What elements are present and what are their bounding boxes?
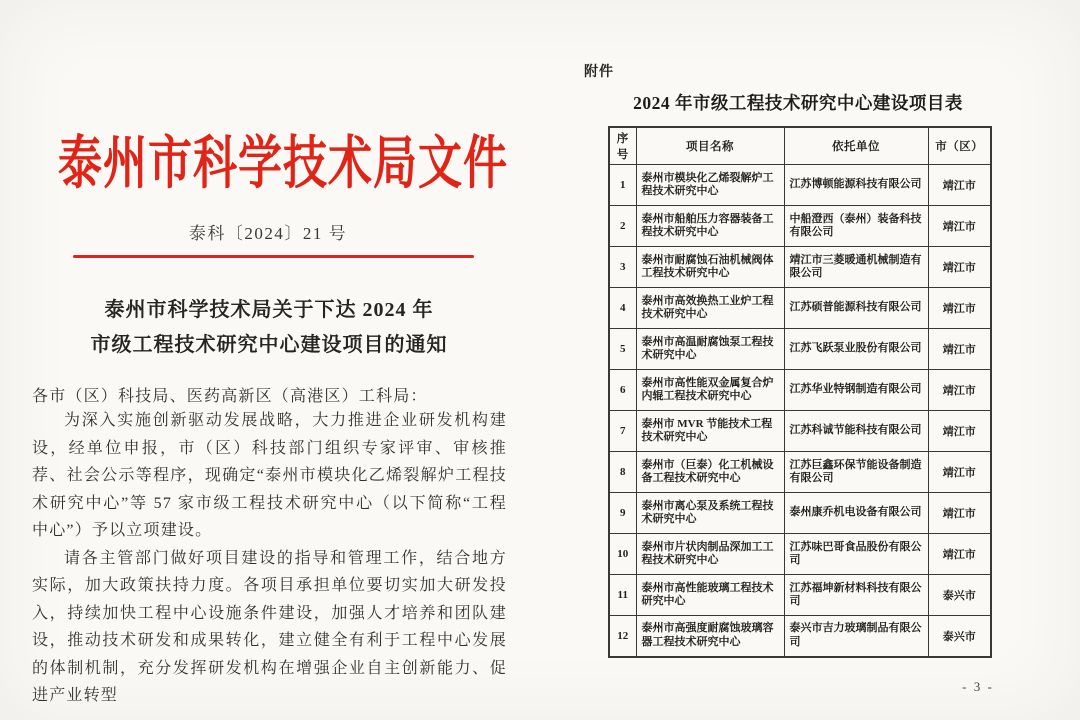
row-city-district: 靖江市 bbox=[928, 165, 991, 206]
row-serial-number: 11 bbox=[609, 575, 636, 616]
row-serial-number: 4 bbox=[609, 288, 636, 329]
attachment-table-title: 2024 年市级工程技术研究中心建设项目表 bbox=[633, 93, 963, 113]
row-serial-number: 3 bbox=[609, 247, 636, 288]
row-project-name: 泰州市高性能玻璃工程技术研究中心 bbox=[636, 575, 784, 616]
row-supporting-unit: 江苏博顿能源科技有限公司 bbox=[784, 165, 928, 206]
row-project-name: 泰州市片状肉制品深加工工程技术研究中心 bbox=[636, 534, 784, 575]
row-supporting-unit: 中船澄西（泰州）装备科技有限公司 bbox=[784, 206, 928, 247]
row-project-name: 泰州市 MVR 节能技术工程技术研究中心 bbox=[636, 411, 784, 452]
row-supporting-unit: 江苏飞跃泵业股份有限公司 bbox=[784, 329, 928, 370]
row-city-district: 靖江市 bbox=[928, 370, 991, 411]
row-project-name: 泰州市高强度耐腐蚀玻璃容器工程技术研究中心 bbox=[636, 616, 784, 657]
table-row bbox=[609, 411, 991, 452]
row-serial-number: 12 bbox=[609, 616, 636, 657]
row-serial-number: 9 bbox=[609, 493, 636, 534]
salutation: 各市（区）科技局、医药高新区（高港区）工科局： bbox=[32, 388, 428, 405]
row-supporting-unit: 江苏硕普能源科技有限公司 bbox=[784, 288, 928, 329]
row-city-district: 靖江市 bbox=[928, 329, 991, 370]
row-project-name: 泰州市模块化乙烯裂解炉工程技术研究中心 bbox=[636, 165, 784, 206]
row-city-district: 靖江市 bbox=[928, 534, 991, 575]
row-project-name: 泰州市高性能双金属复合炉内辊工程技术研究中心 bbox=[636, 370, 784, 411]
row-supporting-unit: 靖江市三菱暖通机械制造有限公司 bbox=[784, 247, 928, 288]
header-serial-number: 序号 bbox=[609, 127, 636, 165]
row-supporting-unit: 江苏巨鑫环保节能设备制造有限公司 bbox=[784, 452, 928, 493]
row-project-name: 泰州市耐腐蚀石油机械阀体工程技术研究中心 bbox=[636, 247, 784, 288]
row-supporting-unit: 江苏福坤新材料科技有限公司 bbox=[784, 575, 928, 616]
row-project-name: 泰州市离心泵及系统工程技术研究中心 bbox=[636, 493, 784, 534]
red-divider-line bbox=[73, 255, 474, 258]
header-supporting-unit: 依托单位 bbox=[784, 127, 928, 165]
table-row bbox=[609, 165, 991, 206]
row-serial-number: 7 bbox=[609, 411, 636, 452]
row-city-district: 泰兴市 bbox=[928, 616, 991, 657]
body-paragraph-2: 请各主管部门做好项目建设的指导和管理工作，结合地方实际，加大政策扶持力度。各项目承担单位要切实加大研发投入，持续加快工程中心设施条件建设，加强人才培养和团队建设，推动技术研发和成果转化，建立健全有利于工程中心发展的体制机制，充分发挥研发机构在增强企业自主创新能力、促进产业转型 bbox=[32, 549, 507, 704]
notice-title bbox=[40, 293, 498, 363]
row-supporting-unit: 江苏味巴哥食品股份有限公司 bbox=[784, 534, 928, 575]
row-serial-number: 5 bbox=[609, 329, 636, 370]
row-city-district: 靖江市 bbox=[928, 206, 991, 247]
row-supporting-unit: 江苏科诚节能科技有限公司 bbox=[784, 411, 928, 452]
table-row bbox=[609, 329, 991, 370]
row-supporting-unit: 泰兴市吉力玻璃制品有限公司 bbox=[784, 616, 928, 657]
table-row bbox=[609, 288, 991, 329]
row-serial-number: 10 bbox=[609, 534, 636, 575]
row-city-district: 靖江市 bbox=[928, 411, 991, 452]
header-project-name: 项目名称 bbox=[636, 127, 784, 165]
table-body bbox=[609, 165, 991, 657]
row-project-name: 泰州市高效换热工业炉工程技术研究中心 bbox=[636, 288, 784, 329]
table-header-row bbox=[609, 127, 991, 165]
row-project-name: 泰州市高温耐腐蚀泵工程技术研究中心 bbox=[636, 329, 784, 370]
table-row bbox=[609, 534, 991, 575]
row-serial-number: 1 bbox=[609, 165, 636, 206]
header-city-district: 市（区） bbox=[928, 127, 991, 165]
notice-title-line-1: 泰州市科学技术局关于下达 2024 年 bbox=[104, 299, 434, 321]
row-city-district: 靖江市 bbox=[928, 452, 991, 493]
body-paragraph-1: 为深入实施创新驱动发展战略，大力推进企业研发机构建设，经单位申报，市（区）科技部门组织专家评审、审核推荐、社会公示等程序，现确定“泰州市模块化乙烯裂解炉工程技术研究中心”等 57 家市级工程技术研究中心（以下简称“工程中心”）予以立项建设。 bbox=[32, 412, 507, 539]
attachment-label: 附件 bbox=[584, 65, 614, 80]
row-city-district: 泰兴市 bbox=[928, 575, 991, 616]
row-city-district: 靖江市 bbox=[928, 288, 991, 329]
table-row bbox=[609, 616, 991, 657]
document-body bbox=[32, 407, 507, 710]
agency-header-title: 泰州市科学技术局文件 bbox=[58, 131, 508, 196]
document-number: 泰科〔2024〕21 号 bbox=[188, 224, 348, 243]
row-project-name: 泰州市（巨泰）化工机械设备工程技术研究中心 bbox=[636, 452, 784, 493]
row-city-district: 靖江市 bbox=[928, 493, 991, 534]
table-row bbox=[609, 247, 991, 288]
projects-table bbox=[608, 126, 992, 658]
table-row bbox=[609, 575, 991, 616]
table-row bbox=[609, 206, 991, 247]
row-city-district: 靖江市 bbox=[928, 247, 991, 288]
row-serial-number: 8 bbox=[609, 452, 636, 493]
page-number: - 3 - bbox=[962, 679, 994, 694]
notice-title-line-2: 市级工程技术研究中心建设项目的通知 bbox=[90, 334, 448, 356]
row-serial-number: 6 bbox=[609, 370, 636, 411]
row-project-name: 泰州市船舶压力容器装备工程技术研究中心 bbox=[636, 206, 784, 247]
row-supporting-unit: 江苏华业特钢制造有限公司 bbox=[784, 370, 928, 411]
row-serial-number: 2 bbox=[609, 206, 636, 247]
table-row bbox=[609, 452, 991, 493]
table-row bbox=[609, 370, 991, 411]
table-row bbox=[609, 493, 991, 534]
row-supporting-unit: 泰州康乔机电设备有限公司 bbox=[784, 493, 928, 534]
